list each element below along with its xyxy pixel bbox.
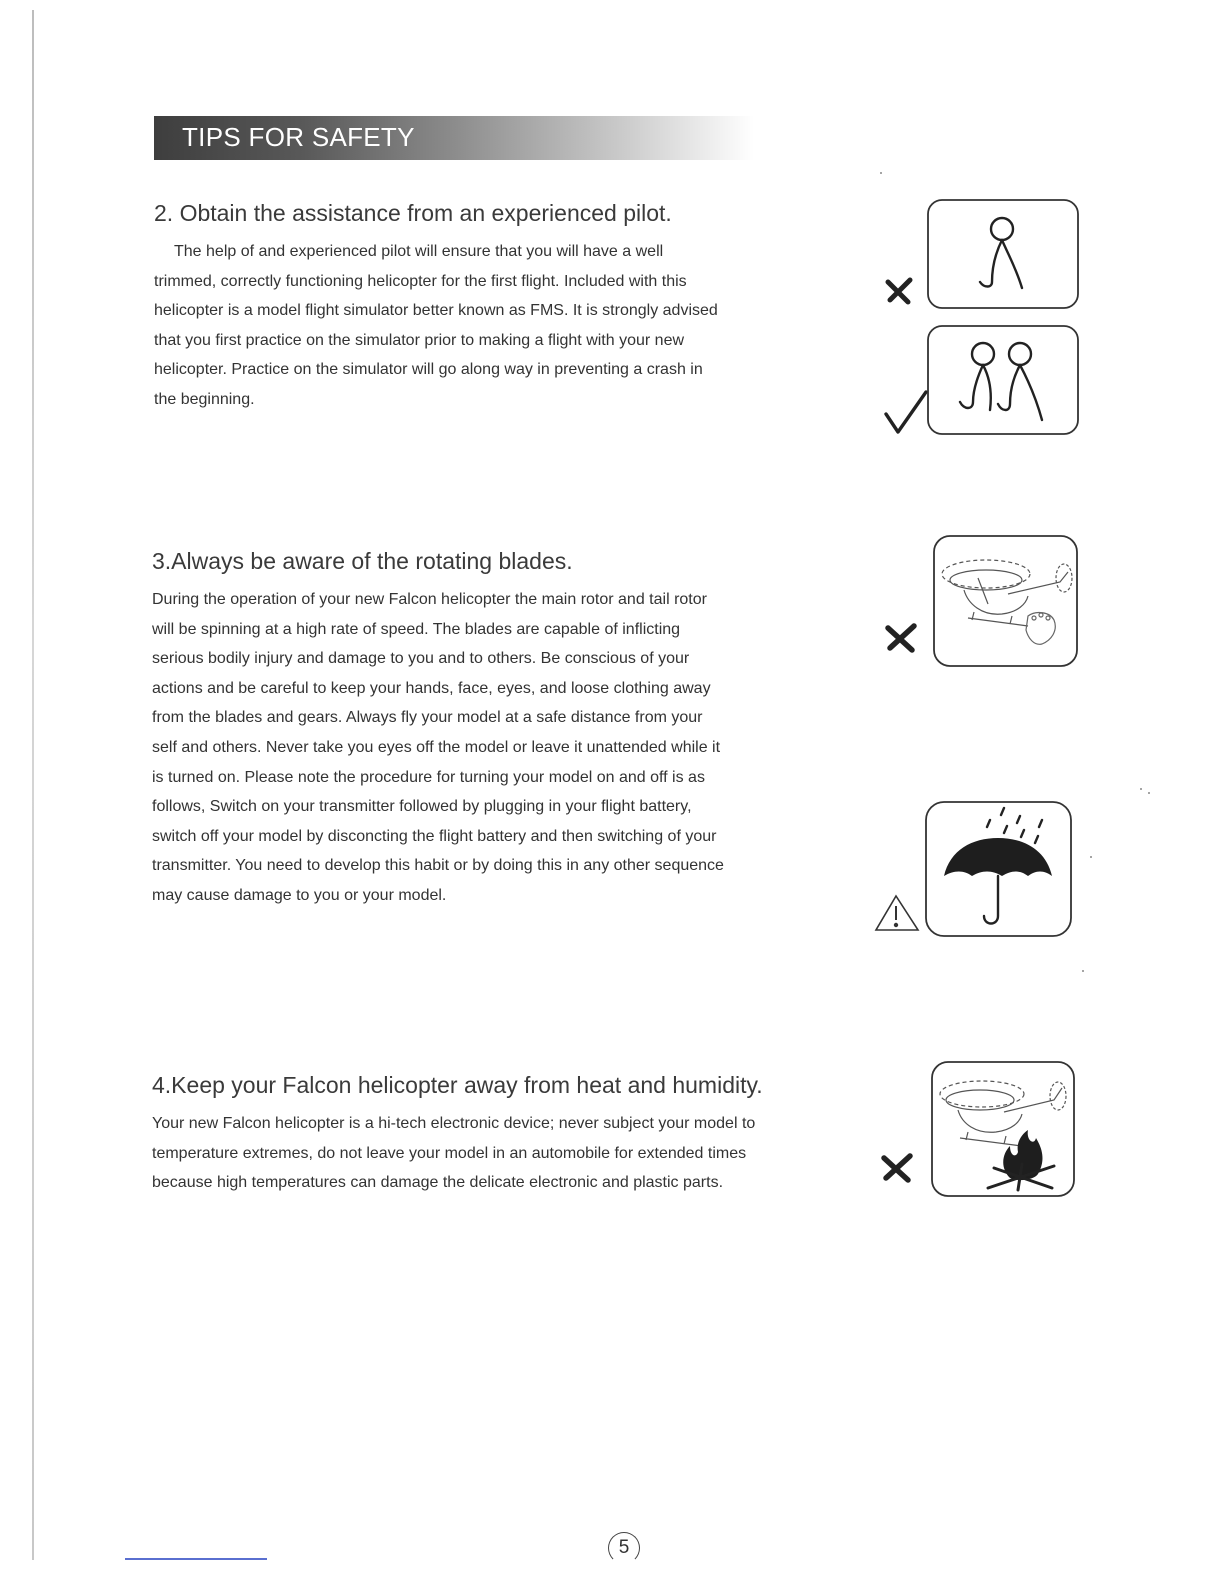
section-header-banner <box>154 116 754 160</box>
rain-umbrella-figure <box>872 798 1077 940</box>
x-mark-icon <box>888 626 914 650</box>
section-heading: 4.Keep your Falcon helicopter away from heat and humidity. <box>152 1072 763 1098</box>
section-heading: 2. Obtain the assistance from an experienced pilot. <box>154 200 672 226</box>
x-mark-icon <box>888 280 910 302</box>
two-pilots-figure <box>880 322 1085 440</box>
scan-speck <box>1082 970 1084 972</box>
footer-rule <box>125 1558 267 1560</box>
tip-section-pilot-assistance <box>152 200 792 415</box>
page-number: 5 <box>618 1537 630 1558</box>
helicopter-icon <box>940 1081 1066 1146</box>
figure-frame <box>934 536 1077 666</box>
page-title: TIPS FOR SAFETY <box>182 122 415 152</box>
scan-speck <box>1148 792 1150 794</box>
section-paragraph: During the operation of your new Falcon helicopter the main rotor and tail rotor will be spinning at a high rate of speed. The blades are capable of inflicting serious bodily injury and damage to you and to others. Be conscious of your actions and be careful to keep your hands, face, eyes, and loose clothing away from the blades and gears. Always fly your model at a safe distance from your self and others. Never take you eyes off the model or leave it unattended while it is turned on. Please note the procedure for turning your model on and off is as follows, Switch on your transmitter followed by plugging in your flight battery, switch off your model by disconcting the flight battery and then switching of your transmitter. You need to develop this habit or by doing this in any other sequence may cause damage to you or your model. <box>152 591 724 904</box>
page-margin-line <box>32 10 34 1560</box>
hand-near-rotor-figure <box>878 534 1083 670</box>
warning-triangle-icon <box>876 896 918 930</box>
fire-icon <box>988 1130 1054 1190</box>
people-icon <box>960 343 1042 420</box>
scan-speck <box>880 172 882 174</box>
scan-speck <box>1140 788 1142 790</box>
helicopter-icon <box>942 560 1072 626</box>
figure-frame <box>928 326 1078 434</box>
x-mark-icon <box>884 1156 910 1180</box>
tip-section-heat-humidity <box>152 1072 792 1198</box>
single-pilot-figure <box>880 196 1085 314</box>
figure-frame <box>932 1062 1074 1196</box>
scan-speck <box>1090 856 1092 858</box>
figure-frame <box>928 200 1078 308</box>
helicopter-fire-figure <box>876 1060 1081 1202</box>
check-mark-icon <box>886 392 926 432</box>
person-icon <box>980 218 1022 288</box>
section-heading: 3.Always be aware of the rotating blades. <box>152 548 573 574</box>
tip-section-rotating-blades <box>152 548 792 911</box>
section-paragraph: Your new Falcon helicopter is a hi-tech electronic device; never subject your model to temperature extremes, do not leave your model in an automobile for extended times because high temperatures can damage the delicate electronic and plastic parts. <box>152 1115 756 1192</box>
umbrella-icon <box>944 838 1052 924</box>
hand-icon <box>1026 613 1055 645</box>
rain-drops-icon <box>987 808 1042 843</box>
section-paragraph: The help of and experienced pilot will ensure that you will have a well trimmed, correctly functioning helicopter for the first flight. Included with this helicopter is a model flight simulator better known as FMS. It is strongly advised that you first practice on the simulator prior to making a flight with your new helicopter. Practice on the simulator will go along way in preventing a crash in the beginning. <box>154 243 718 408</box>
